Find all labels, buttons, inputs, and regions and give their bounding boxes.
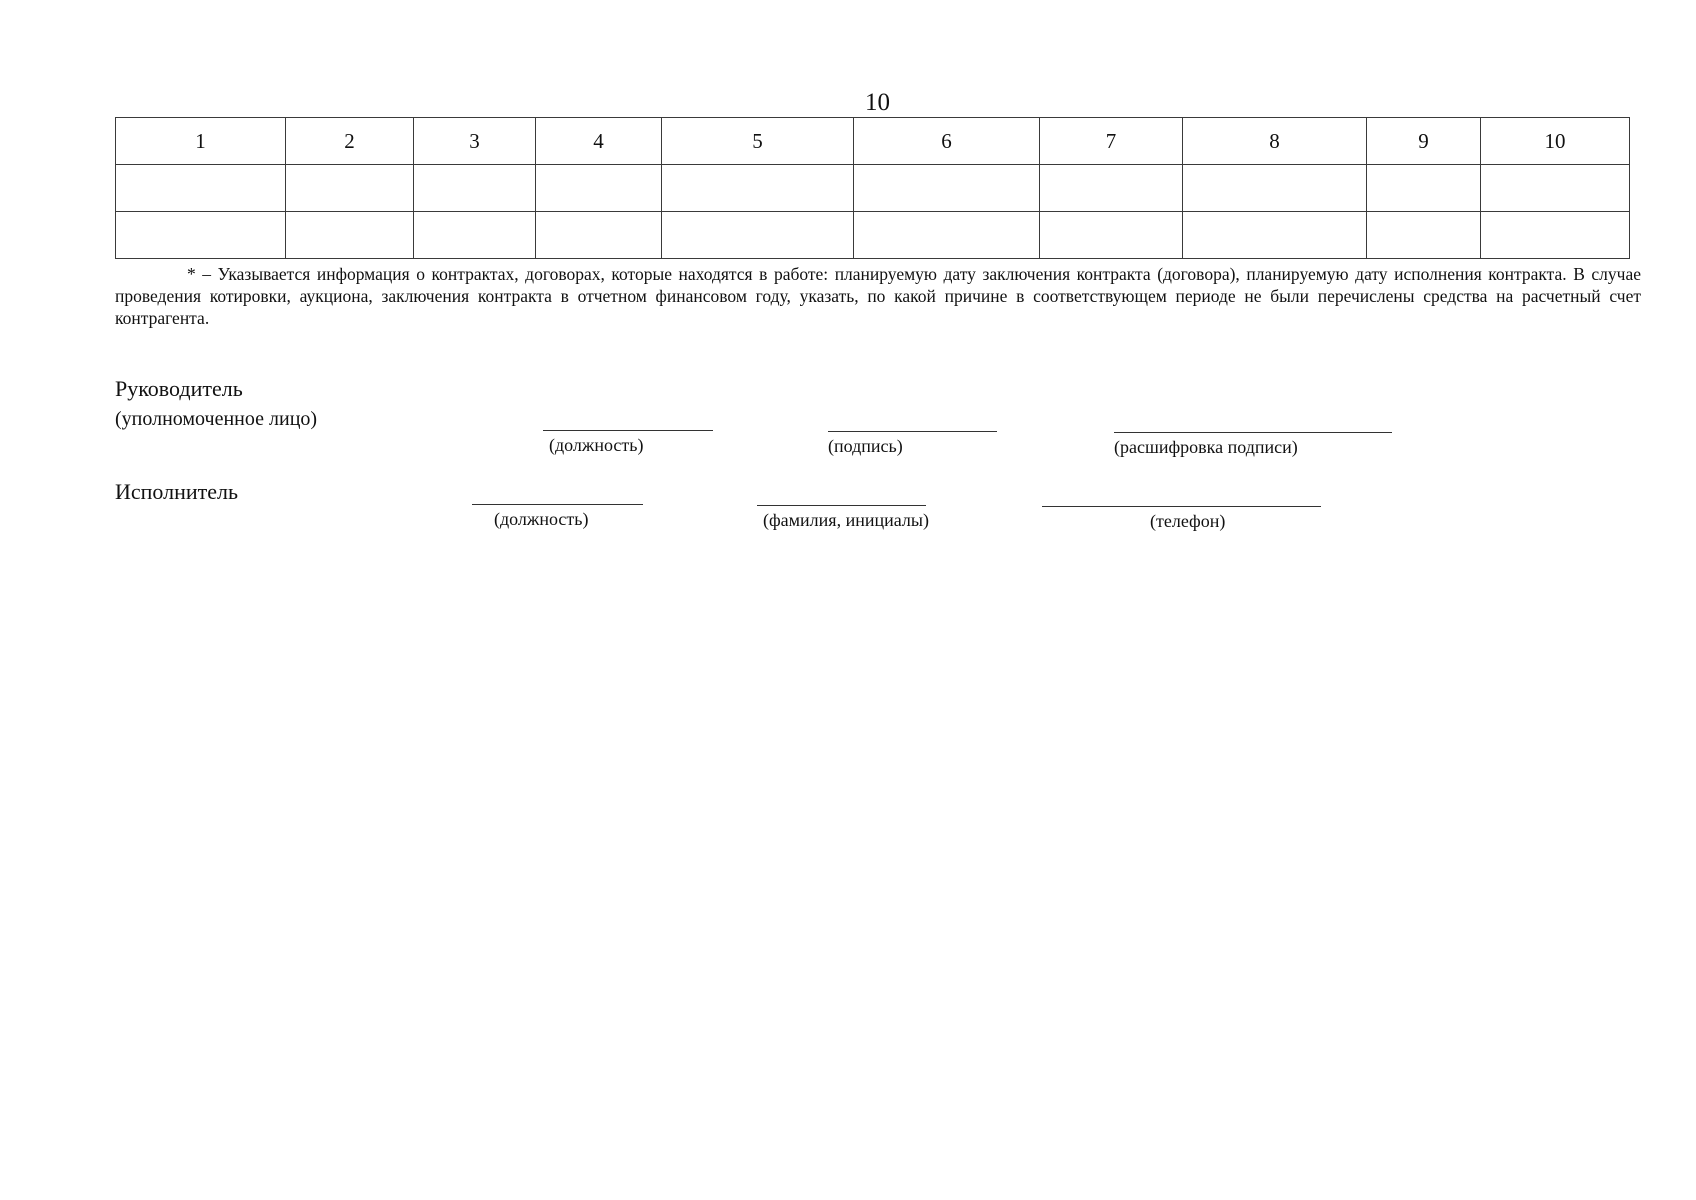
table-cell [116, 212, 286, 259]
table-header-cell: 3 [414, 118, 536, 165]
table-cell [414, 165, 536, 212]
executor-phone-caption: (телефон) [1150, 511, 1226, 531]
executor-position-line[interactable] [472, 504, 643, 505]
table-cell [662, 212, 854, 259]
table-row [116, 165, 1630, 212]
head-position-caption: (должность) [549, 435, 644, 455]
table-header-cell: 9 [1367, 118, 1481, 165]
table-cell [1481, 212, 1630, 259]
table-cell [414, 212, 536, 259]
table-cell [854, 165, 1040, 212]
head-signature-caption: (подпись) [828, 436, 903, 456]
table-header-cell: 8 [1183, 118, 1367, 165]
table-cell [1183, 212, 1367, 259]
executor-name-caption: (фамилия, инициалы) [763, 510, 929, 530]
table-header-cell: 5 [662, 118, 854, 165]
table-header-cell: 4 [536, 118, 662, 165]
table-header-cell: 1 [116, 118, 286, 165]
head-subtitle: (уполномоченное лицо) [115, 408, 318, 430]
table-cell [1040, 165, 1183, 212]
executor-phone-line[interactable] [1042, 506, 1321, 507]
table-cell [1183, 165, 1367, 212]
executor-title: Исполнитель [115, 479, 239, 504]
table-cell [116, 165, 286, 212]
table-cell [1367, 212, 1481, 259]
head-signature-line[interactable] [828, 431, 997, 432]
data-table [115, 117, 1630, 259]
footnote: * – Указывается информация о контрактах, договорах, которые находятся в работе: планируемую дату заключения контракта (договора), планируемую дату исполнения контракта. В случае проведения котировки, аукциона, заключения контракта в отчетном финансовом году, указать, по какой причине в соответствующем периоде не были перечислены средства на расчетный счет контрагента. [115, 264, 1641, 328]
table-header-row [116, 118, 1630, 165]
table-cell [854, 212, 1040, 259]
table-row [116, 212, 1630, 259]
head-title: Руководитель [115, 376, 243, 401]
table-header-cell: 7 [1040, 118, 1183, 165]
table-cell [1040, 212, 1183, 259]
head-signature-decoding-caption: (расшифровка подписи) [1114, 437, 1298, 457]
table-cell [286, 165, 414, 212]
table-cell [662, 165, 854, 212]
table-cell [536, 165, 662, 212]
table-header-cell: 6 [854, 118, 1040, 165]
head-signature-decoding-line[interactable] [1114, 432, 1392, 433]
executor-position-caption: (должность) [494, 509, 589, 529]
table-cell [536, 212, 662, 259]
page-number: 10 [865, 89, 890, 116]
table-cell [286, 212, 414, 259]
head-position-line[interactable] [543, 430, 713, 431]
table-header-cell: 10 [1481, 118, 1630, 165]
table-cell [1367, 165, 1481, 212]
executor-name-line[interactable] [757, 505, 926, 506]
table-header-cell: 2 [286, 118, 414, 165]
table-cell [1481, 165, 1630, 212]
